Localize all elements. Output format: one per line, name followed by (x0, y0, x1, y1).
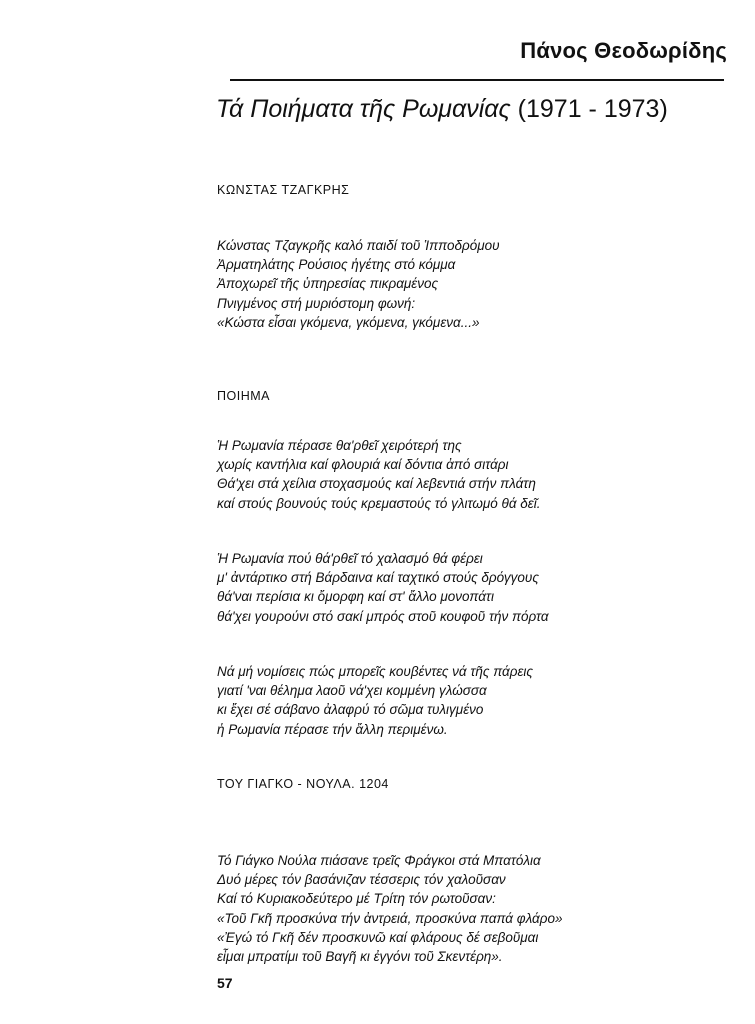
poem-stanza (217, 236, 500, 332)
section-heading: ΤΟΥ ΓΙΑΓΚΟ - ΝΟΥΛΑ. 1204 (217, 777, 389, 791)
poem-line: καί στούς βουνούς τούς κρεμαστούς τό γλιτωμό θά δεῖ. (217, 495, 541, 511)
section-heading: ΠΟΙΗΜΑ (217, 389, 270, 403)
poem-line: μ' ἀντάρτικο στή Βάρδαινα καί ταχτικό στούς δρόγγους (217, 570, 539, 586)
poem-line: «Τοῦ Γκῆ προσκύνα τήν ἀντρειά, προσκύνα παπά φλάρο» (217, 910, 563, 926)
book-title-text: Τά Ποιήματα τῆς Ρωμανίας (216, 95, 511, 123)
poem-line: «Κώστα εἶσαι γκόμενα, γκόμενα, γκόμενα...» (217, 314, 480, 330)
poem-stanza (217, 436, 540, 513)
header-rule (230, 79, 724, 81)
poem-line: Ἀρματηλάτης Ρούσιος ἡγέτης στό κόμμα (217, 257, 456, 273)
poem-line: θά'ναι περίσια κι ὄμορφη καί στ' ἄλλο μονοπάτι (217, 589, 494, 605)
poem-line: χωρίς καντήλια καί φλουριά καί δόντια ἀπό σιτάρι (217, 457, 509, 473)
poem-line: Πνιγμένος στή μυριόστομη φωνή: (217, 295, 416, 311)
poem-stanza (217, 662, 533, 739)
poem-line: Νά μή νομίσεις πώς μπορεῖς κουβέντες νά τῆς πάρεις (217, 664, 533, 679)
section-heading: ΚΩΝΣΤΑΣ ΤΖΑΓΚΡΗΣ (217, 183, 350, 197)
poem-line: Δυό μέρες τόν βασάνιζαν τέσσερις τόν χαλοῦσαν (217, 872, 506, 888)
page-number: 57 (217, 975, 233, 991)
poem-line: Ἡ Ρωμανία πού θά'ρθεῖ τό χαλασμό θά φέρει (217, 551, 483, 566)
poem-line: Θά'χει στά χείλια στοχασμούς καί λεβεντιά στήν πλάτη (217, 476, 536, 492)
poem-line: Ἡ Ρωμανία πέρασε θα'ρθεῖ χειρότερή της (217, 438, 462, 453)
poem-line: Καί τό Κυριακοδεύτερο μέ Τρίτη τόν ρωτοῦσαν: (217, 891, 496, 907)
poem-line: Τό Γιάγκο Νούλα πιάσανε τρεῖς Φράγκοι στά Μπατόλια (217, 853, 541, 868)
poem-line: Κώνστας Τζαγκρῆς καλό παιδί τοῦ Ἱπποδρόμου (217, 238, 500, 253)
poem-line: θά'χει γουρούνι στό σακί μπρός στοῦ κουφοῦ τήν πόρτα (217, 608, 549, 624)
book-title (216, 95, 668, 124)
poem-stanza (217, 549, 549, 626)
poem-line: Ἀποχωρεῖ τῆς ὑπηρεσίας πικραμένος (217, 276, 439, 292)
poem-line: κι ἔχει σέ σάβανο ἀλαφρύ τό σῶμα τυλιγμένο (217, 702, 484, 718)
poem-line: γιατί 'ναι θέλημα λαοῦ νά'χει κομμένη γλώσσα (217, 683, 487, 699)
poem-line: ἡ Ρωμανία πέρασε τήν ἄλλη περιμένω. (217, 721, 448, 737)
author-name: Πάνος Θεοδωρίδης (520, 38, 727, 63)
poem-line: «Ἐγώ τό Γκῆ δέν προσκυνῶ καί φλάρους δέ σεβοῦμαι (217, 929, 539, 945)
book-title-years: (1971 - 1973) (517, 95, 668, 123)
poem-stanza (217, 851, 562, 966)
poem-line: εἶμαι μπρατίμι τοῦ Βαγῆ κι ἐγγόνι τοῦ Σκεντέρη». (217, 949, 503, 965)
